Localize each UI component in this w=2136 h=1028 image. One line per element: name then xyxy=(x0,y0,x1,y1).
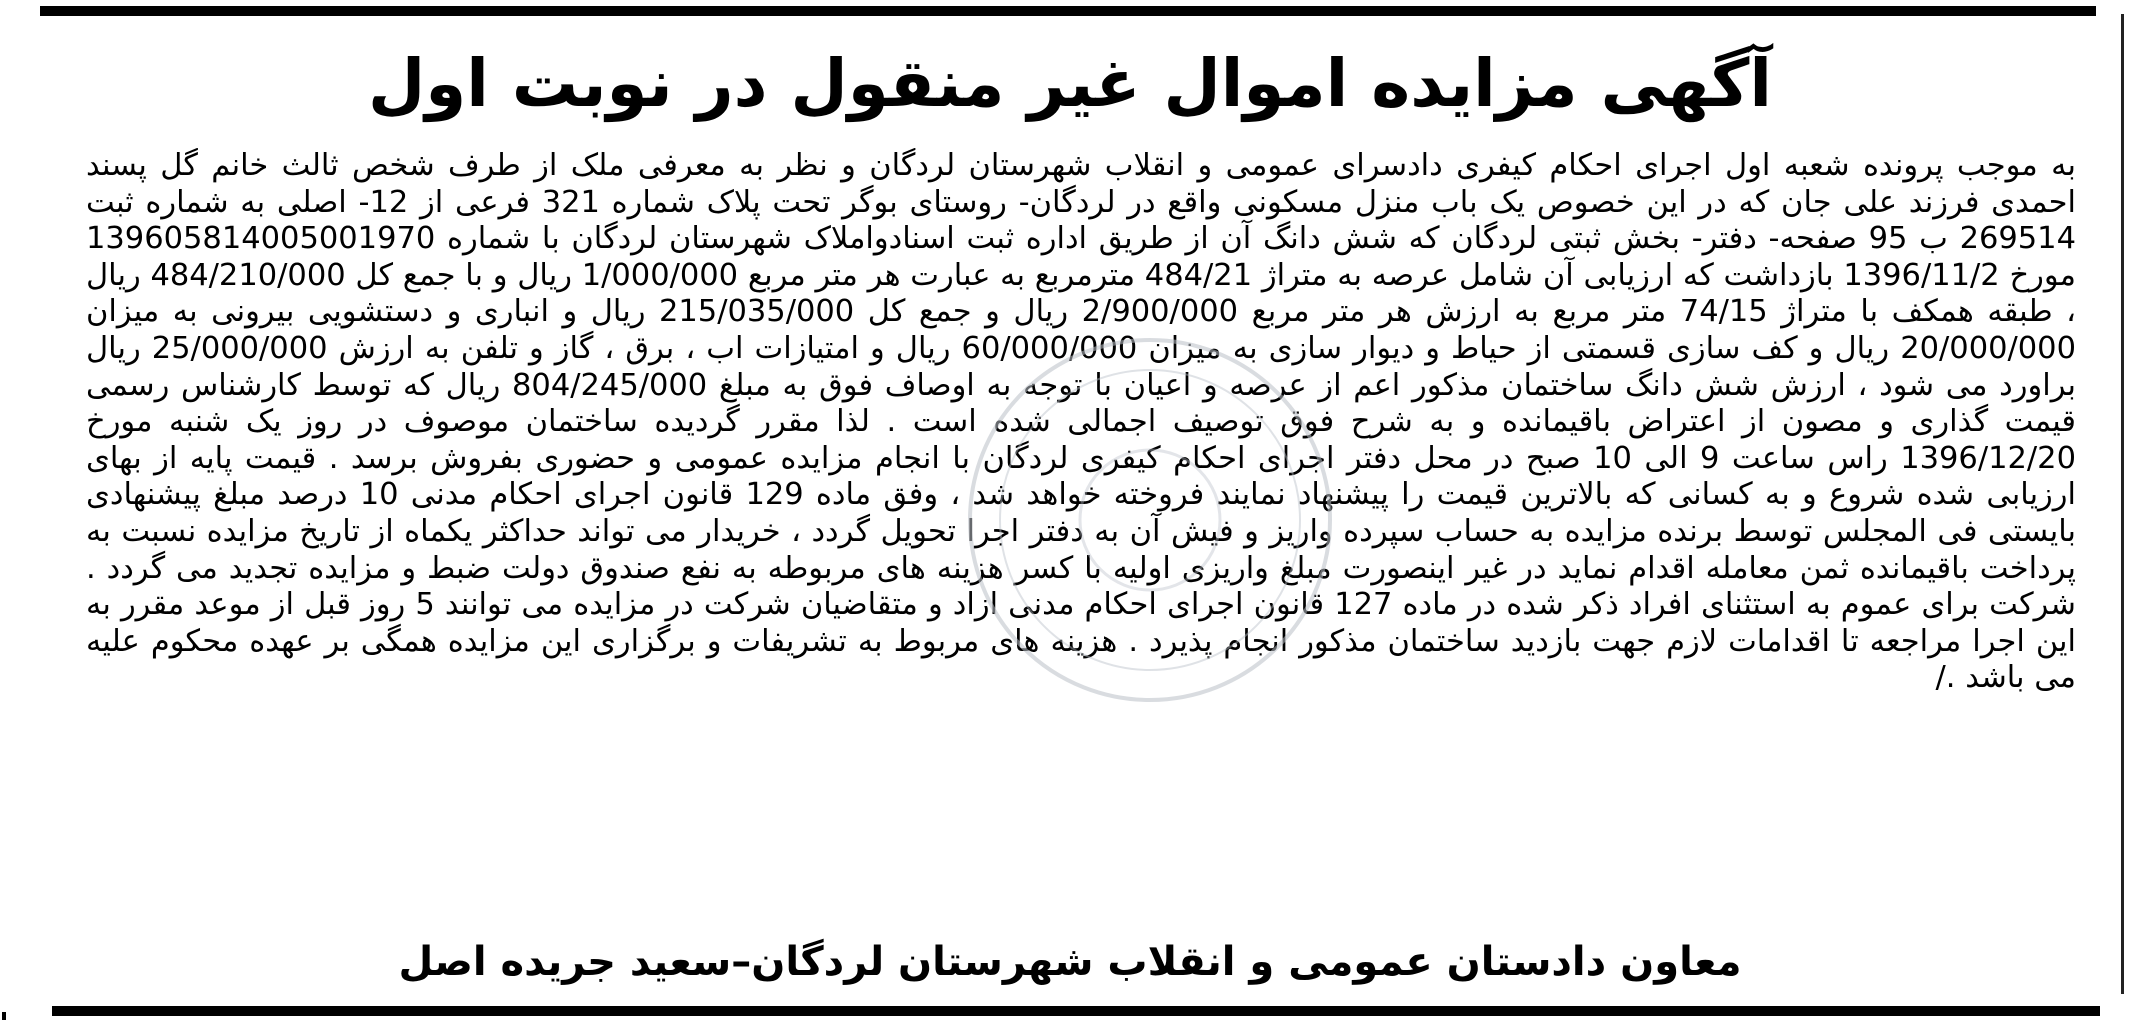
notice-title: آگهی مزایده اموال غیر منقول در نوبت اول xyxy=(368,45,1772,122)
corner-mark xyxy=(2,1012,6,1020)
notice-body: به موجب پرونده شعبه اول اجرای احکام کیفری دادسرای عمومی و انقلاب شهرستان لردگان و نظر به معرفی ملک از طرف شخص ثالث خانم گل پسند احمدی فرزند علی جان که در این خصوص یک باب منزل مسکونی واقع در لردگان- روستای بوگر تحت پلاک شماره 321 فرعی از 12- اصلی به شماره ثبت 269514 ب 95 صفحه- دفتر- بخش ثبتی لردگان که شش دانگ آن از طریق اداره ثبت اسنادواملاک شهرستان لردگان با شماره 139605814005001970 مورخ 1396/11/2 بازداشت که ارزیابی آن شامل عرصه به متراژ 484/21 مترمربع به عبارت هر متر مربع 1/000/000 ریال و با جمع کل 484/210/000 ریال ، طبقه همکف با متراژ 74/15 متر مربع به ارزش هر متر مربع 2/900/000 ریال و جمع کل 215/035/000 ریال و انباری و دستشویی بیرونی به میزان 20/000/000 ریال و کف سازی قسمتی از حیاط و دیوار سازی به میزان 60/000/000 ریال و امتیازات اب ، برق ، گاز و تلفن به ارزش 25/000/000 ریال براورد می شود ، ارزش شش دانگ ساختمان مذکور اعم از عرصه و اعیان با توجه به اوصاف فوق به مبلغ 804/245/000 ریال که توسط کارشناس رسمی قیمت گذاری و مصون از اعتراض باقیمانده و به شرح فوق توصیف اجمالی شده است . لذا مقرر گردیده ساختمان موصوف در روز یک شنبه مورخ 1396/12/20 راس ساعت 9 الی 10 صبح در محل دفتر اجرای احکام کیفری لردگان با انجام مزایده عمومی و حضوری بفروش برسد . قیمت پایه از بهای ارزیابی شده شروع و به کسانی که بالاترین قیمت را پیشنهاد نمایند فروخته خواهد شد ، وفق ماده 129 قانون اجرای احکام مدنی 10 درصد مبلغ پیشنهادی بایستی فی المجلس توسط برنده مزایده به حساب سپرده واریز و فیش آن به دفتر اجرا تحویل گردد ، خریدار می تواند حداکثر یکماه از تاریخ مزایده نسبت به پرداخت باقیمانده ثمن معامله اقدام نماید در غیر اینصورت مبلغ واریزی اولیه با کسر هزینه های مربوطه به نفع صندوق دولت ضبط و مزایده تجدید می گردد . شرکت برای عموم به استثنای افراد ذکر شده در ماده 127 قانون اجرای احکام مدنی ازاد و متقاضیان شرکت در مزایده می توانند 5 روز قبل از موعد مقرر به این اجرا مراجعه تا اقدامات لازم جهت بازدید ساختمان مذکور انجام پذیرد . هزینه های مربوط به تشریفات و برگزاری این مزایده همگی بر عهده محکوم علیه می باشد ./ xyxy=(86,148,2076,696)
right-border-line xyxy=(2121,14,2124,994)
bottom-rule xyxy=(52,1006,2100,1016)
notice-signature: معاون دادستان عمومی و انقلاب شهرستان لردگان–سعید جریده اصل xyxy=(398,939,1742,985)
top-rule xyxy=(40,6,2096,16)
